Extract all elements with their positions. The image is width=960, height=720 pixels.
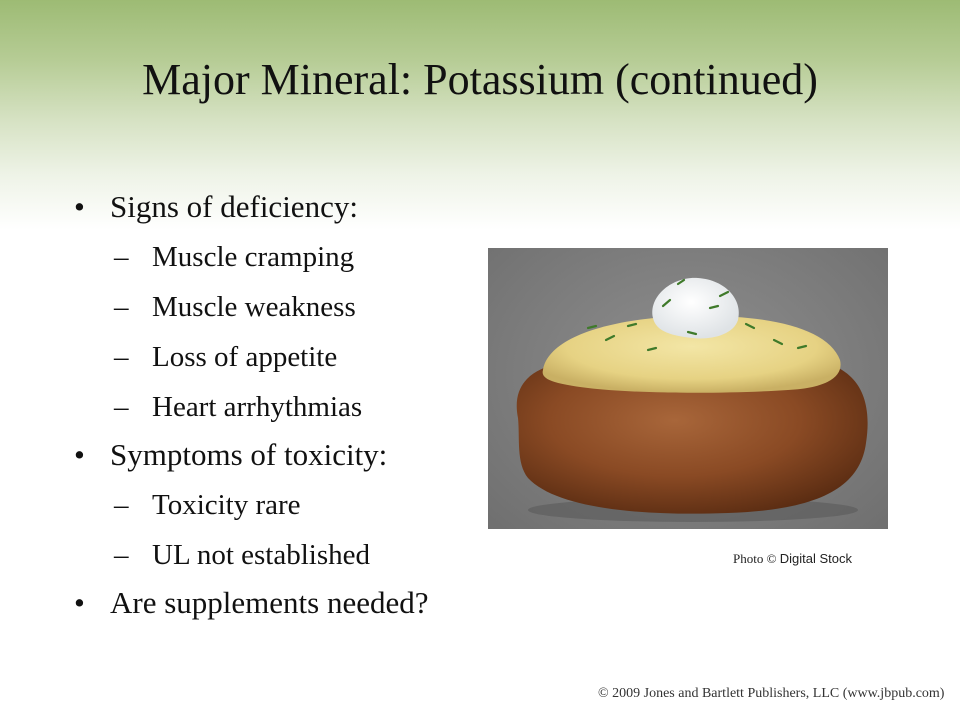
bullet-text: Signs of deficiency: bbox=[110, 189, 358, 224]
photo-credit-prefix: Photo © bbox=[733, 551, 777, 566]
sub-item bbox=[110, 240, 472, 274]
bullet-item bbox=[72, 190, 472, 424]
bullet-marker: • bbox=[74, 189, 85, 224]
baked-potato-illustration bbox=[488, 248, 888, 529]
dash-marker: – bbox=[114, 341, 129, 373]
sub-text: Toxicity rare bbox=[152, 489, 301, 521]
dash-marker: – bbox=[114, 391, 129, 423]
photo-credit bbox=[733, 551, 852, 567]
dash-marker: – bbox=[114, 241, 129, 273]
sub-item bbox=[110, 390, 472, 424]
sub-item bbox=[110, 488, 472, 522]
sub-list bbox=[110, 240, 472, 424]
sub-text: UL not established bbox=[152, 539, 370, 571]
photo-credit-source: Digital Stock bbox=[779, 551, 852, 566]
sub-item bbox=[110, 340, 472, 374]
sour-cream bbox=[652, 278, 739, 339]
sub-text: Loss of appetite bbox=[152, 341, 338, 373]
sub-item bbox=[110, 290, 472, 324]
bullet-marker: • bbox=[74, 437, 85, 472]
sub-item bbox=[110, 538, 472, 572]
dash-marker: – bbox=[114, 291, 129, 323]
bullet-item bbox=[72, 586, 472, 620]
sub-text: Muscle cramping bbox=[152, 241, 355, 273]
bullet-list bbox=[72, 190, 472, 620]
bullet-marker: • bbox=[74, 585, 85, 620]
bullet-item bbox=[72, 438, 472, 572]
sub-text: Heart arrhythmias bbox=[152, 391, 363, 423]
dash-marker: – bbox=[114, 539, 129, 571]
copyright-footer: © 2009 Jones and Bartlett Publishers, LLC (www.jbpub.com) bbox=[598, 686, 945, 701]
slide-title: Major Mineral: Potassium (continued) bbox=[142, 55, 818, 104]
sub-text: Muscle weakness bbox=[152, 291, 356, 323]
bullet-text: Are supplements needed? bbox=[110, 585, 429, 620]
bullet-text: Symptoms of toxicity: bbox=[110, 437, 388, 472]
dash-marker: – bbox=[114, 489, 129, 521]
baked-potato-photo bbox=[488, 248, 888, 529]
sub-list bbox=[110, 488, 472, 572]
